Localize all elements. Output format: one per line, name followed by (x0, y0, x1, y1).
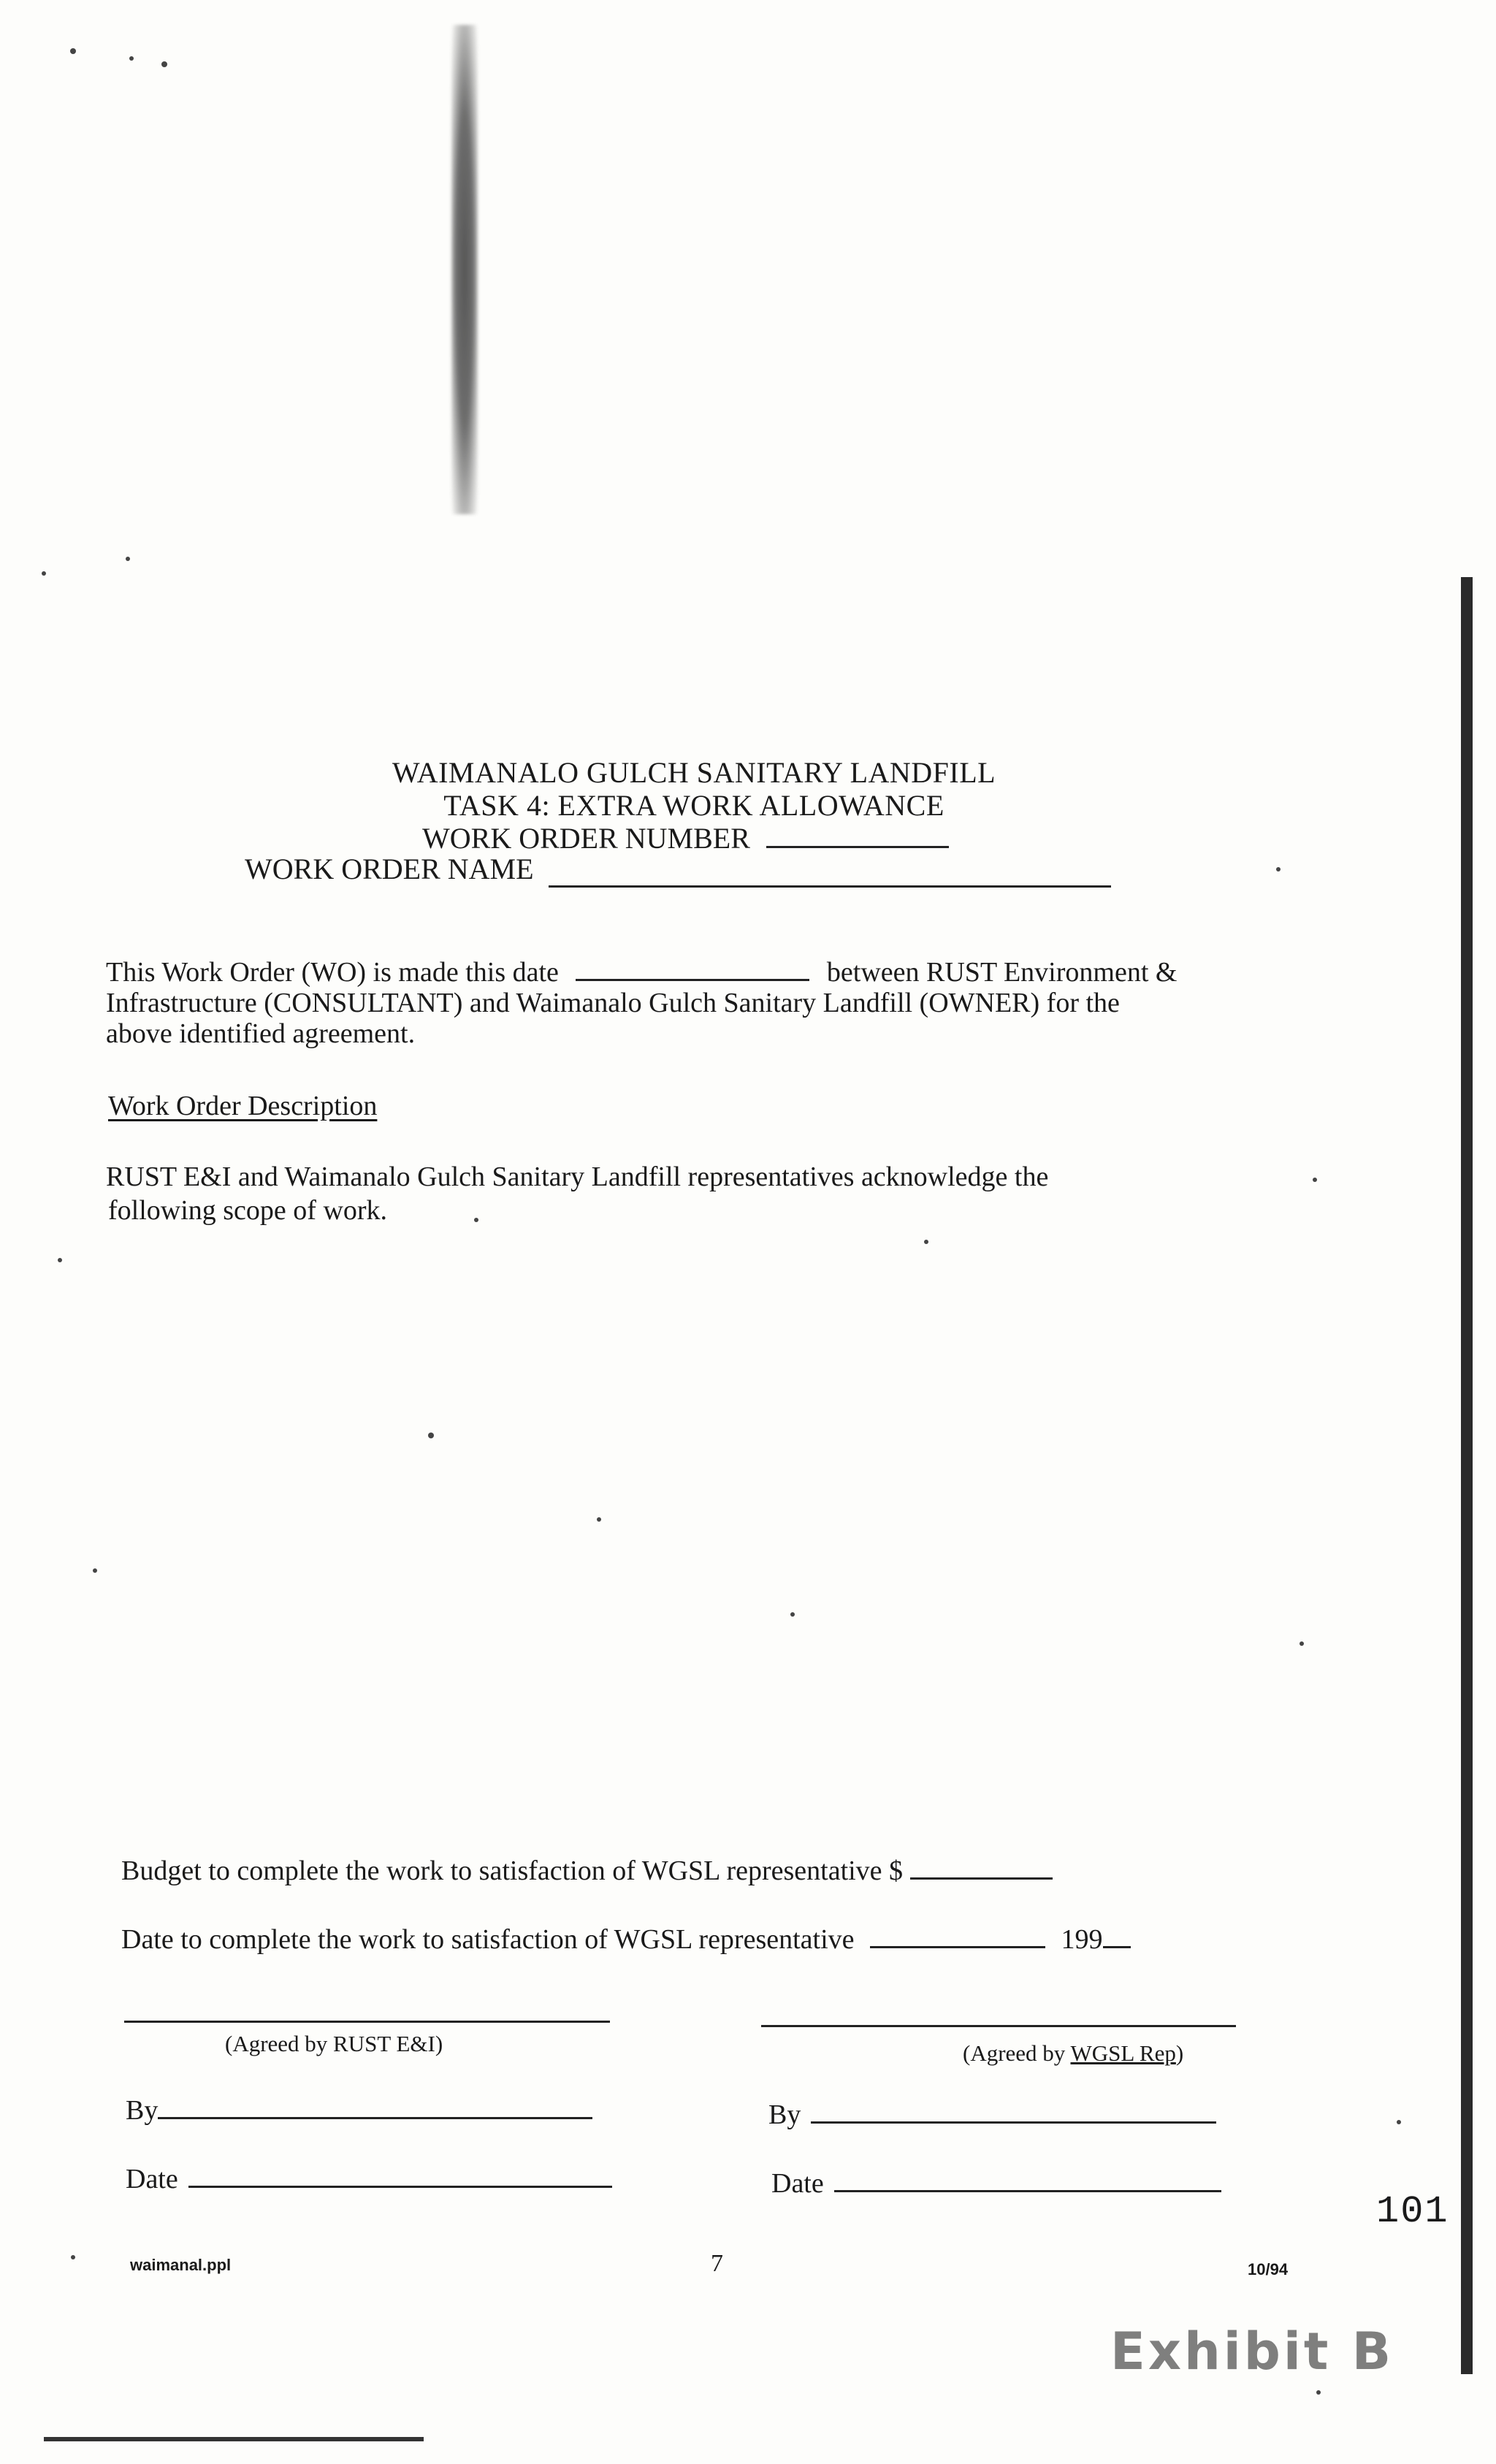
speck (58, 1258, 62, 1262)
description-line-1: RUST E&I and Waimanalo Gulch Sanitary Landfill representatives acknowledge the (106, 1162, 1049, 1192)
work-order-name-row (245, 852, 1111, 886)
budget-amount-field[interactable] (910, 1877, 1053, 1880)
wgsl-by-field[interactable] (811, 2121, 1216, 2124)
wgsl-caption-rep: WGSL Rep (1070, 2040, 1176, 2066)
rust-date-row (126, 2164, 612, 2194)
rust-signature-line[interactable] (124, 2021, 610, 2023)
completion-date-label: Date to complete the work to satisfaction of WGSL representative (121, 1924, 855, 1955)
budget-row (121, 1855, 1053, 1886)
completion-date-row (121, 1924, 1131, 1955)
speck (93, 1568, 97, 1573)
speck (1300, 1641, 1304, 1646)
header-line-1: WAIMANALO GULCH SANITARY LANDFILL (392, 756, 996, 789)
work-order-number-field[interactable] (766, 846, 949, 848)
speck (1276, 867, 1281, 871)
rust-date-label: Date (126, 2164, 178, 2194)
rust-by-label: By (126, 2095, 159, 2126)
scan-edge-bar (1461, 577, 1473, 2374)
work-order-date-field[interactable] (576, 979, 809, 981)
intro-part-1: This Work Order (WO) is made this date (106, 957, 559, 988)
rust-date-field[interactable] (188, 2186, 612, 2188)
footer-filename: waimanal.ppl (130, 2256, 232, 2274)
page-stamp: 101 (1376, 2190, 1449, 2233)
scan-artifact-bar (451, 25, 478, 514)
intro-part-2: between RUST Environment & (826, 957, 1178, 988)
speck (161, 61, 167, 67)
exhibit-stamp: Exhibit B (1110, 2322, 1394, 2381)
wgsl-date-row (771, 2168, 1221, 2199)
work-order-number-label: WORK ORDER NUMBER (422, 822, 750, 855)
wgsl-signature-line[interactable] (761, 2025, 1236, 2027)
completion-date-field[interactable] (870, 1946, 1045, 1948)
wgsl-signature-caption (963, 2040, 1183, 2067)
wgsl-date-field[interactable] (834, 2190, 1221, 2192)
speck (1397, 2120, 1401, 2124)
speck (126, 557, 130, 561)
completion-year-field[interactable] (1103, 1946, 1131, 1948)
rust-by-field[interactable] (158, 2117, 592, 2119)
scan-bottom-line (44, 2437, 424, 2441)
speck (428, 1433, 434, 1438)
speck (474, 1218, 478, 1222)
speck (790, 1612, 795, 1617)
speck (71, 2255, 75, 2259)
description-heading: Work Order Description (108, 1091, 378, 1121)
wgsl-date-label: Date (771, 2168, 824, 2199)
intro-line-3: above identified agreement. (106, 1018, 416, 1049)
speck (70, 48, 76, 54)
header-line-2: TASK 4: EXTRA WORK ALLOWANCE (443, 789, 944, 822)
intro-line-2: Infrastructure (CONSULTANT) and Waimanalo Gulch Sanitary Landfill (OWNER) for the (106, 988, 1120, 1018)
speck (1316, 2390, 1321, 2395)
budget-label: Budget to complete the work to satisfaction of WGSL representative $ (121, 1855, 904, 1886)
rust-by-row (126, 2095, 592, 2126)
rust-signature-caption: (Agreed by RUST E&I) (225, 2031, 443, 2056)
wgsl-by-label: By (768, 2099, 801, 2130)
completion-year: 199 (1061, 1924, 1103, 1955)
wgsl-caption-suffix: ) (1175, 2040, 1184, 2066)
speck (129, 56, 134, 61)
speck (924, 1240, 928, 1244)
work-order-number-row (422, 821, 949, 855)
work-order-name-field[interactable] (549, 885, 1111, 888)
wgsl-caption-prefix: (Agreed by (963, 2040, 1071, 2066)
description-line-2: following scope of work. (108, 1195, 388, 1226)
intro-line-1 (106, 957, 1177, 988)
work-order-name-label: WORK ORDER NAME (245, 853, 534, 885)
speck (1313, 1178, 1317, 1182)
speck (597, 1517, 601, 1522)
footer-revision: 10/94 (1248, 2260, 1289, 2278)
wgsl-by-row (768, 2099, 1216, 2130)
footer-page-number: 7 (711, 2250, 723, 2277)
speck (42, 571, 46, 576)
